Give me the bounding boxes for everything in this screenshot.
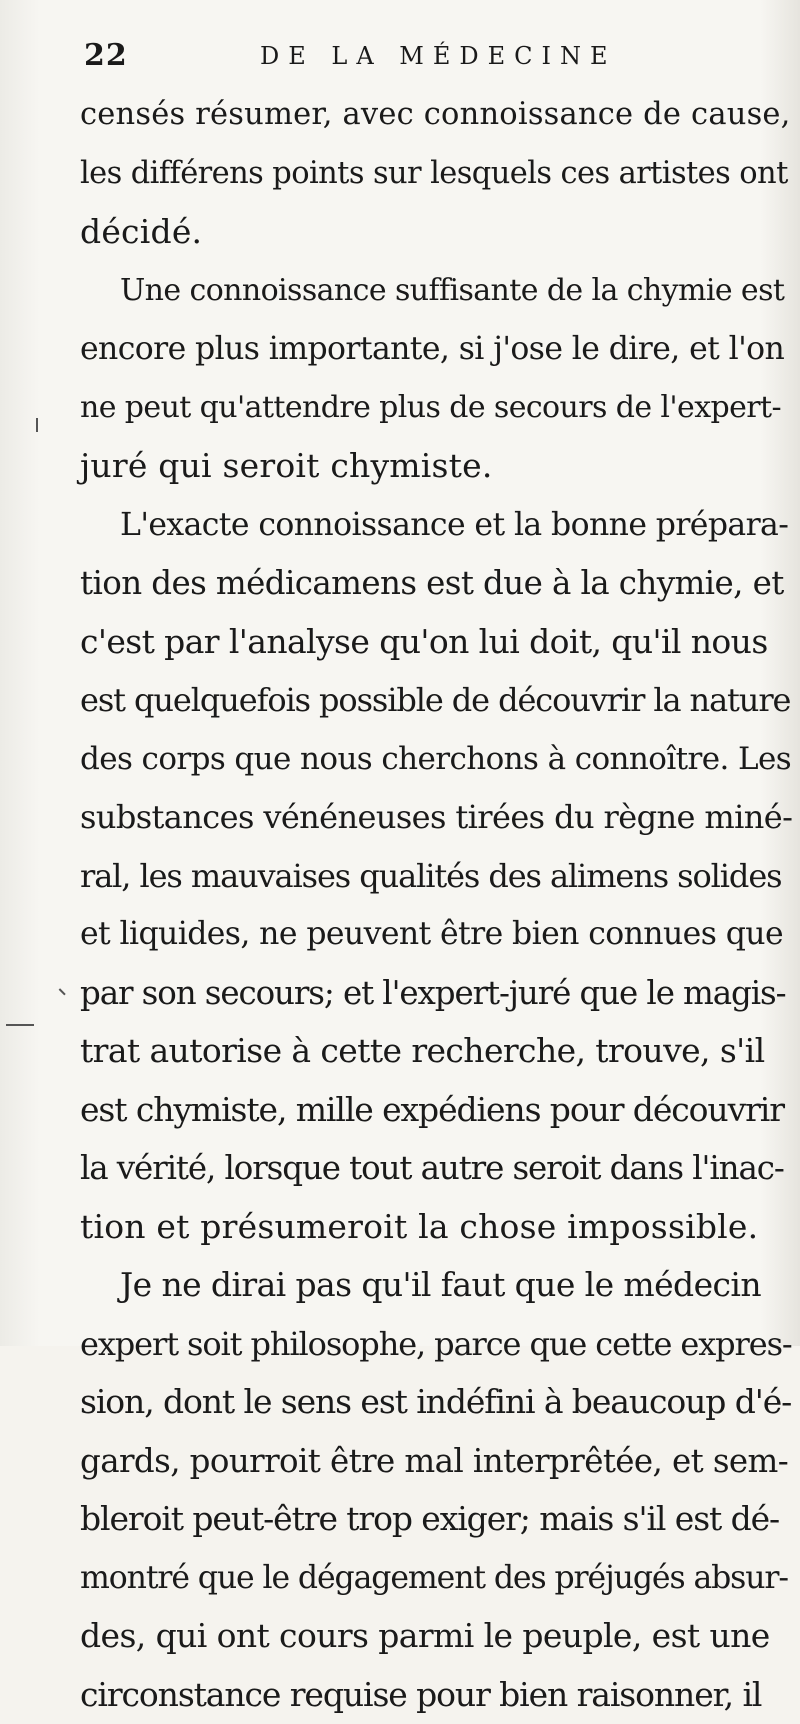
margin-tick — [59, 983, 72, 996]
text-line: les différens points sur lesquels ces artistes ont — [80, 145, 792, 204]
text-line: décidé. — [80, 203, 792, 262]
text-line: la vérité, lorsque tout autre seroit dans l'inac- — [80, 1139, 792, 1198]
text-line: expert soit philosophe, parce que cette expres- — [80, 1315, 792, 1374]
text-line: est quelquefois possible de découvrir la nature — [80, 671, 792, 730]
text-line: encore plus importante, si j'ose le dire, et l'on — [80, 320, 792, 379]
margin-tick — [6, 1024, 34, 1026]
margin-tick — [36, 418, 38, 432]
text-line: tion et présumeroit la chose impossible. — [80, 1198, 792, 1257]
text-line: des corps que nous cherchons à connoître. Les — [80, 730, 792, 789]
text-line: trat autorise à cette recherche, trouve, s'il — [80, 1022, 792, 1081]
page-number: 22 — [84, 38, 128, 73]
text-line: sion, dont le sens est indéfini à beaucoup d'é- — [80, 1373, 792, 1432]
text-line: c'est par l'analyse qu'on lui doit, qu'il nous — [80, 613, 792, 672]
text-line: est chymiste, mille expédiens pour découvrir — [80, 1081, 792, 1140]
text-line: juré qui seroit chymiste. — [80, 437, 792, 496]
running-head — [84, 38, 784, 78]
text-line: tion des médicamens est due à la chymie, et — [80, 554, 792, 613]
text-line: des, qui ont cours parmi le peuple, est une — [80, 1607, 792, 1666]
text-line: bleroit peut-être trop exiger; mais s'il est dé- — [80, 1490, 792, 1549]
text-line: ral, les mauvaises qualités des alimens solides — [80, 847, 792, 906]
paragraph-start-line: Une connoissance suffisante de la chymie est — [80, 262, 792, 321]
text-line: censés résumer, avec connoissance de cause, — [80, 86, 792, 145]
paragraph-start-line: Je ne dirai pas qu'il faut que le médecin — [80, 1256, 792, 1315]
running-title: DE LA MÉDECINE — [260, 42, 617, 70]
text-line: substances vénéneuses tirées du règne miné- — [80, 788, 792, 847]
text-line: circonstance requise pour bien raisonner, il — [80, 1666, 792, 1724]
text-line: ne peut qu'attendre plus de secours de l'expert- — [80, 379, 792, 438]
paragraph-start-line: L'exacte connoissance et la bonne prépara- — [80, 496, 792, 555]
text-line: gards, pourroit être mal interprêtée, et sem- — [80, 1432, 792, 1491]
text-line: montré que le dégagement des préjugés absur- — [80, 1549, 792, 1608]
text-line: par son secours; et l'expert-juré que le magis- — [80, 964, 792, 1023]
body-text — [80, 86, 792, 1724]
text-line: et liquides, ne peuvent être bien connues que — [80, 905, 792, 964]
